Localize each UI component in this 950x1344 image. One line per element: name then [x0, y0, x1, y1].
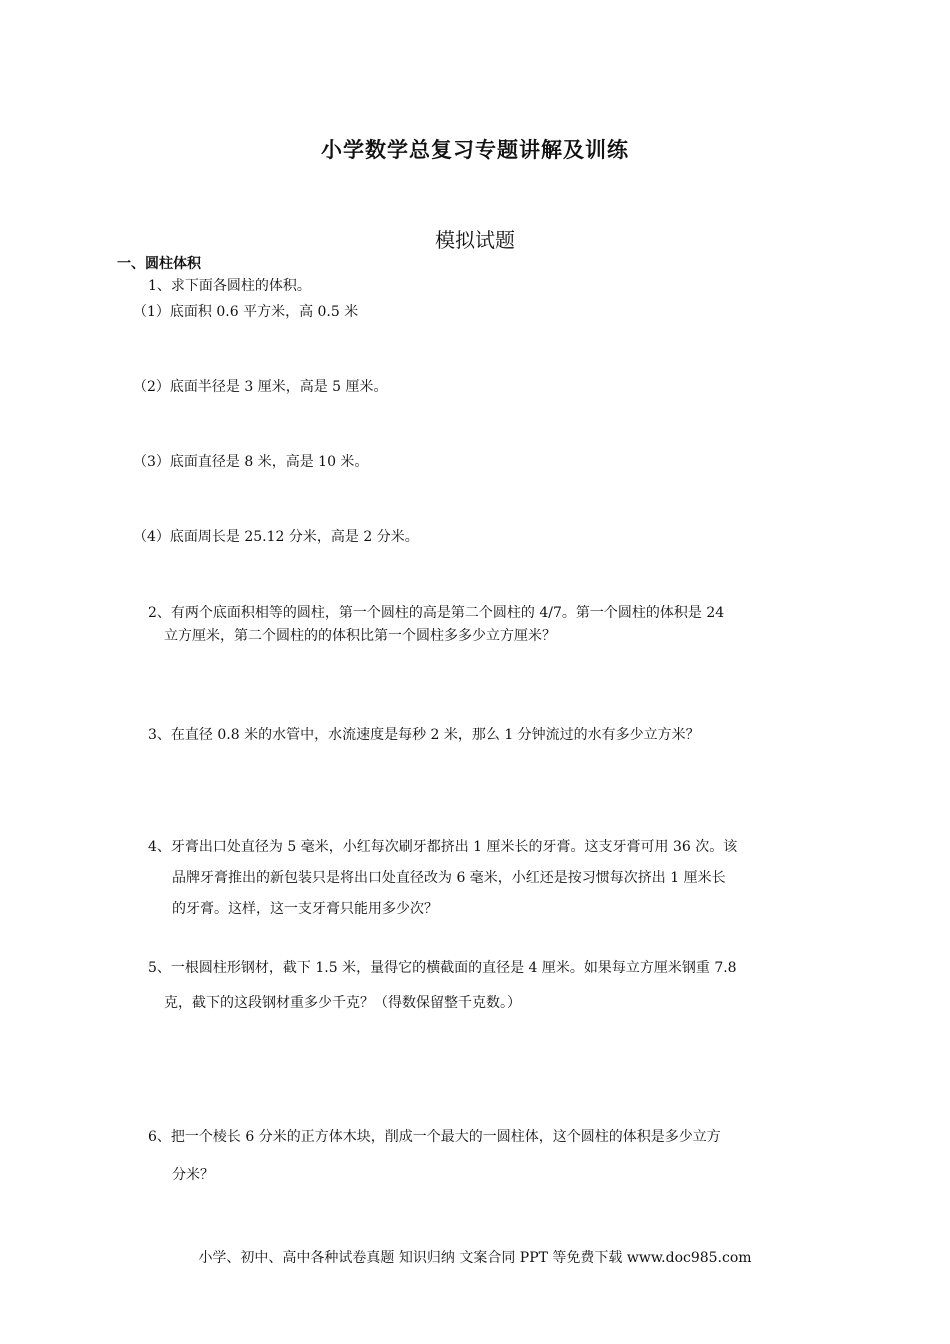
- question-2-line-1: 2、有两个底面积相等的圆柱，第一个圆柱的高是第二个圆柱的 4/7。第一个圆柱的体积是 24: [148, 605, 725, 621]
- question-6-line-1: 6、把一个棱长 6 分米的正方体木块，削成一个最大的一圆柱体，这个圆柱的体积是多少立方: [148, 1129, 721, 1145]
- question-3-line-1: 3、在直径 0.8 米的水管中，水流速度是每秒 2 米，那么 1 分钟流过的水有多少立方米？: [148, 727, 700, 743]
- document-title: 小学数学总复习专题讲解及训练: [321, 138, 629, 162]
- question-5-line-1: 5、一根圆柱形钢材，截下 1.5 米，量得它的横截面的直径是 4 厘米。如果每立方厘米钢重 7.8: [148, 960, 737, 976]
- question-6-line-2: 分米？: [172, 1167, 214, 1183]
- question-4-line-3: 的牙膏。这样，这一支牙膏只能用多少次？: [172, 901, 438, 917]
- question-5-line-2: 克，截下的这段钢材重多少千克？（得数保留整千克数。）: [164, 995, 521, 1011]
- question-2-line-2: 立方厘米，第二个圆柱的的体积比第一个圆柱多多少立方厘米？: [164, 628, 556, 644]
- question-4-line-1: 4、牙膏出口处直径为 5 毫米，小红每次刷牙都挤出 1 厘米长的牙膏。这支牙膏可用 36 次。该: [148, 839, 738, 855]
- question-1-part-2: （2）底面半径是 3 厘米，高是 5 厘米。: [133, 379, 388, 395]
- document-subtitle: 模拟试题: [435, 228, 515, 252]
- question-1-stem: 1、求下面各圆柱的体积。: [148, 278, 311, 294]
- question-1-part-3: （3）底面直径是 8 米，高是 10 米。: [133, 454, 369, 470]
- page-footer: 小学、初中、高中各种试卷真题 知识归纳 文案合同 PPT 等免费下载 www.doc985.com: [198, 1250, 752, 1266]
- question-1-part-4: （4）底面周长是 25.12 分米，高是 2 分米。: [133, 529, 419, 545]
- section-heading: 一、圆柱体积: [117, 256, 201, 272]
- question-1-part-1: （1）底面积 0.6 平方米，高 0.5 米: [133, 304, 359, 320]
- question-4-line-2: 品牌牙膏推出的新包装只是将出口处直径改为 6 毫米，小红还是按习惯每次挤出 1 厘米长: [172, 870, 726, 886]
